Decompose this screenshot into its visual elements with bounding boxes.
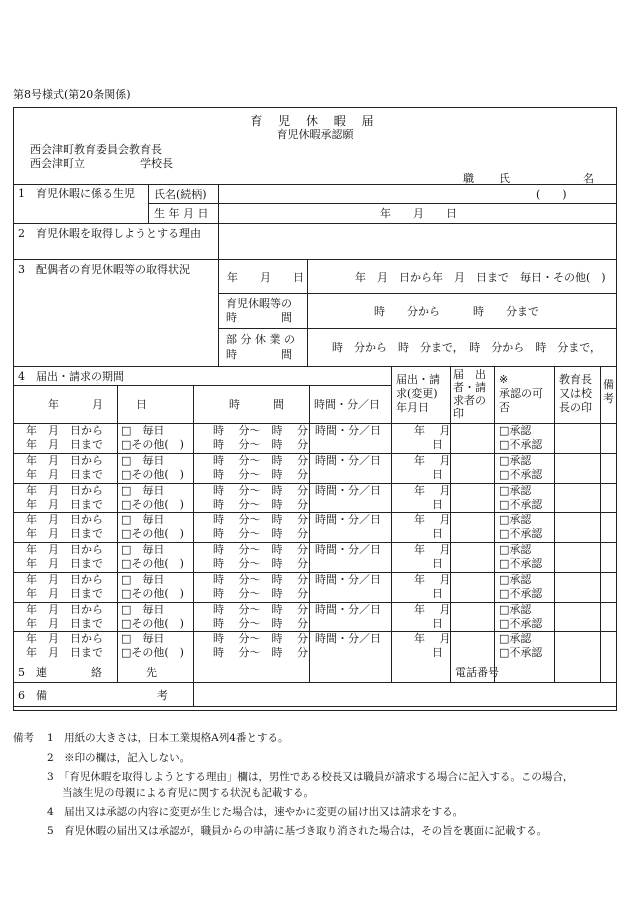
- row-time-1[interactable]: 時 分～ 時 分: [213, 632, 308, 645]
- form-label: 第8号様式(第20条関係): [13, 88, 131, 101]
- child-name-label: 氏名(続柄): [154, 188, 207, 201]
- row-rejected-checkbox[interactable]: □不承認: [499, 646, 543, 659]
- row-daily-checkbox[interactable]: □ 毎日: [121, 573, 165, 586]
- form-title: 育 児 休 暇 届: [250, 114, 380, 128]
- applicant-position-label[interactable]: 職: [463, 172, 474, 185]
- row-end-date[interactable]: 年 月 日まで: [26, 438, 103, 451]
- row-time-1[interactable]: 時 分～ 時 分: [213, 454, 308, 467]
- row-request-day[interactable]: 日: [432, 438, 443, 451]
- row-rejected-checkbox[interactable]: □不承認: [499, 498, 543, 511]
- divider: [218, 293, 616, 294]
- row-other-checkbox[interactable]: □その他( ): [121, 646, 184, 659]
- note-3-cont: 当該生児の母親による育児に関する状況も記載する。: [62, 787, 314, 799]
- applicant-name-label-1[interactable]: 氏: [499, 172, 510, 185]
- row-time-2[interactable]: 時 分～ 時 分: [213, 527, 308, 540]
- divider: [13, 223, 616, 224]
- row-time-1[interactable]: 時 分～ 時 分: [213, 573, 308, 586]
- row-rejected-checkbox[interactable]: □不承認: [499, 587, 543, 600]
- row-approved-checkbox[interactable]: □承認: [499, 603, 532, 616]
- col-date-header: 年 月 日: [48, 398, 147, 411]
- col-remarks-header-1: 備: [603, 378, 614, 391]
- spouse-leave-field[interactable]: 時 分から 時 分まで: [374, 305, 539, 318]
- row-other-checkbox[interactable]: □その他( ): [121, 527, 184, 540]
- row-approved-checkbox[interactable]: □承認: [499, 632, 532, 645]
- row-start-date[interactable]: 年 月 日から: [26, 632, 103, 645]
- row-approved-checkbox[interactable]: □承認: [499, 513, 532, 526]
- row-hours-per-day[interactable]: 時間・分／日: [315, 454, 381, 467]
- row-request-date[interactable]: 年 月: [414, 484, 451, 497]
- child-dob-field[interactable]: 年 月 日: [380, 207, 457, 220]
- divider: [193, 385, 194, 706]
- row-other-checkbox[interactable]: □その他( ): [121, 438, 184, 451]
- col-principal-header-3: 長の印: [559, 401, 592, 414]
- col-approval-header-3: 否: [499, 401, 510, 414]
- addressee-school: 西会津町立 学校長: [30, 157, 173, 170]
- row-start-date[interactable]: 年 月 日から: [26, 424, 103, 437]
- sec5-label: 5 連 絡 先: [18, 666, 157, 679]
- col-request-header-2: 求(変更): [396, 387, 438, 400]
- col-principal-header-1: 教育長: [559, 373, 592, 386]
- col-time-header: 時 間: [229, 398, 284, 411]
- row-request-day[interactable]: 日: [432, 468, 443, 481]
- row-time-2[interactable]: 時 分～ 時 分: [213, 438, 308, 451]
- col-request-header-1: 届出・請: [396, 373, 440, 386]
- row-other-checkbox[interactable]: □その他( ): [121, 587, 184, 600]
- row-request-day[interactable]: 日: [432, 498, 443, 511]
- row-time-1[interactable]: 時 分～ 時 分: [213, 484, 308, 497]
- col-hours-header: 時間・分／日: [314, 398, 380, 411]
- col-approval-header-2: 承認の可: [499, 387, 543, 400]
- sec1-label: 1 育児休暇に係る生児: [18, 187, 135, 200]
- row-time-2[interactable]: 時 分～ 時 分: [213, 468, 308, 481]
- addressee-board: 西会津町教育委員会教育長: [30, 143, 162, 156]
- sec4-label: 4 届出・請求の期間: [18, 370, 124, 383]
- divider: [554, 366, 555, 682]
- row-hours-per-day[interactable]: 時間・分／日: [315, 632, 381, 645]
- sec3-label: 3 配偶者の育児休暇等の取得状況: [18, 263, 190, 276]
- row-request-day[interactable]: 日: [432, 527, 443, 540]
- row-daily-checkbox[interactable]: □ 毎日: [121, 454, 165, 467]
- row-approved-checkbox[interactable]: □承認: [499, 484, 532, 497]
- row-time-1[interactable]: 時 分～ 時 分: [213, 603, 308, 616]
- divider: [218, 259, 219, 366]
- row-daily-checkbox[interactable]: □ 毎日: [121, 484, 165, 497]
- row-rejected-checkbox[interactable]: □不承認: [499, 557, 543, 570]
- applicant-name-label-2: 名: [583, 172, 594, 185]
- row-end-date[interactable]: 年 月 日まで: [26, 498, 103, 511]
- row-hours-per-day[interactable]: 時間・分／日: [315, 513, 381, 526]
- divider: [13, 682, 616, 683]
- row-time-2[interactable]: 時 分～ 時 分: [213, 587, 308, 600]
- row-request-date[interactable]: 年 月: [414, 513, 451, 526]
- row-request-day[interactable]: 日: [432, 587, 443, 600]
- row-hours-per-day[interactable]: 時間・分／日: [315, 573, 381, 586]
- divider: [391, 366, 392, 682]
- row-daily-checkbox[interactable]: □ 毎日: [121, 603, 165, 616]
- sec6-label: 6 備 考: [18, 689, 168, 702]
- row-start-date[interactable]: 年 月 日から: [26, 603, 103, 616]
- col-approval-header-1: ※: [499, 373, 509, 386]
- row-approved-checkbox[interactable]: □承認: [499, 543, 532, 556]
- col-stamp-header-4: 印: [453, 407, 464, 420]
- col-remarks-header-2: 考: [603, 392, 614, 405]
- row-rejected-checkbox[interactable]: □不承認: [499, 617, 543, 630]
- col-stamp-header-1: 届 出: [453, 368, 486, 381]
- row-time-2[interactable]: 時 分～ 時 分: [213, 617, 308, 630]
- row-time-1[interactable]: 時 分～ 時 分: [213, 543, 308, 556]
- row-request-date[interactable]: 年 月: [414, 573, 451, 586]
- row-hours-per-day[interactable]: 時間・分／日: [315, 543, 381, 556]
- row-request-date[interactable]: 年 月: [414, 543, 451, 556]
- row-start-date[interactable]: 年 月 日から: [26, 484, 103, 497]
- col-stamp-header-2: 者・請: [453, 381, 486, 394]
- divider: [309, 385, 310, 682]
- row-request-date[interactable]: 年 月: [414, 632, 451, 645]
- row-approved-checkbox[interactable]: □承認: [499, 454, 532, 467]
- row-start-date[interactable]: 年 月 日から: [26, 513, 103, 526]
- row-hours-per-day[interactable]: 時間・分／日: [315, 484, 381, 497]
- row-request-date[interactable]: 年 月: [414, 424, 451, 437]
- note-5: 5 育児休暇の届出又は承認が，職員からの申請に基づき取り消された場合は，その旨を裏面に記載する。: [47, 825, 548, 837]
- divider: [13, 366, 616, 367]
- row-end-date[interactable]: 年 月 日まで: [26, 468, 103, 481]
- row-rejected-checkbox[interactable]: □不承認: [499, 468, 543, 481]
- row-end-date[interactable]: 年 月 日まで: [26, 557, 103, 570]
- row-end-date[interactable]: 年 月 日まで: [26, 646, 103, 659]
- row-daily-checkbox[interactable]: □ 毎日: [121, 543, 165, 556]
- row-rejected-checkbox[interactable]: □不承認: [499, 527, 543, 540]
- col-stamp-header-3: 求者の: [453, 394, 486, 407]
- row-other-checkbox[interactable]: □その他( ): [121, 498, 184, 511]
- divider: [307, 259, 308, 366]
- sec2-label: 2 育児休暇を取得しようとする理由: [18, 227, 201, 240]
- row-approved-checkbox[interactable]: □承認: [499, 424, 532, 437]
- child-name-field[interactable]: ( ): [536, 188, 567, 201]
- row-request-date[interactable]: 年 月: [414, 454, 451, 467]
- row-request-day[interactable]: 日: [432, 557, 443, 570]
- row-hours-per-day[interactable]: 時間・分／日: [315, 424, 381, 437]
- divider: [218, 223, 219, 259]
- form-subtitle: 育児休暇承認願: [276, 128, 354, 141]
- row-start-date[interactable]: 年 月 日から: [26, 454, 103, 467]
- row-rejected-checkbox[interactable]: □不承認: [499, 438, 543, 451]
- divider: [218, 328, 616, 329]
- row-end-date[interactable]: 年 月 日まで: [26, 527, 103, 540]
- row-time-2[interactable]: 時 分～ 時 分: [213, 498, 308, 511]
- row-other-checkbox[interactable]: □その他( ): [121, 557, 184, 570]
- divider: [600, 366, 601, 682]
- phone-label[interactable]: 電話番号: [455, 666, 499, 679]
- spouse-date-field[interactable]: 年 月 日: [227, 271, 304, 284]
- divider: [13, 706, 616, 707]
- child-dob-label: 生 年 月 日: [154, 207, 209, 220]
- row-time-2[interactable]: 時 分～ 時 分: [213, 646, 308, 659]
- row-daily-checkbox[interactable]: □ 毎日: [121, 632, 165, 645]
- spouse-part-label-2: 時 間: [226, 348, 292, 361]
- divider: [218, 184, 219, 223]
- spouse-leave-label-2: 時 間: [226, 311, 292, 324]
- row-time-1[interactable]: 時 分～ 時 分: [213, 513, 308, 526]
- divider: [117, 385, 118, 682]
- divider: [13, 259, 616, 260]
- row-request-date[interactable]: 年 月: [414, 603, 451, 616]
- row-time-2[interactable]: 時 分～ 時 分: [213, 557, 308, 570]
- spouse-period-field[interactable]: 年 月 日から年 月 日まで 毎日・その他( ): [355, 271, 606, 284]
- spouse-part-label-1: 部 分 休 業 の: [226, 333, 295, 346]
- row-end-date[interactable]: 年 月 日まで: [26, 617, 103, 630]
- row-hours-per-day[interactable]: 時間・分／日: [315, 603, 381, 616]
- row-time-1[interactable]: 時 分～ 時 分: [213, 424, 308, 437]
- note-2: 2 ※印の欄は，記入しない。: [47, 752, 191, 764]
- row-other-checkbox[interactable]: □その他( ): [121, 468, 184, 481]
- spouse-part-field[interactable]: 時 分から 時 分まで， 時 分から 時 分まで，: [332, 341, 602, 354]
- note-1: 1 用紙の大きさは，日本工業規格A列4番とする。: [47, 732, 289, 744]
- row-request-day[interactable]: 日: [432, 617, 443, 630]
- row-daily-checkbox[interactable]: □ 毎日: [121, 513, 165, 526]
- divider: [13, 385, 391, 386]
- divider: [13, 184, 616, 185]
- note-3: 3 「育児休暇を取得しようとする理由」欄は，男性である校長又は職員が請求する場合に記入する。この場合，: [47, 771, 574, 783]
- row-start-date[interactable]: 年 月 日から: [26, 573, 103, 586]
- row-approved-checkbox[interactable]: □承認: [499, 573, 532, 586]
- col-request-header-3: 年月日: [396, 401, 429, 414]
- notes-heading: 備考: [13, 732, 34, 744]
- row-request-day[interactable]: 日: [432, 646, 443, 659]
- row-daily-checkbox[interactable]: □ 毎日: [121, 424, 165, 437]
- note-4: 4 届出又は承認の内容に変更が生じた場合は，速やかに変更の届け出又は請求をする。: [47, 806, 464, 818]
- divider: [494, 366, 495, 682]
- row-other-checkbox[interactable]: □その他( ): [121, 617, 184, 630]
- divider: [148, 184, 149, 223]
- row-end-date[interactable]: 年 月 日まで: [26, 587, 103, 600]
- row-start-date[interactable]: 年 月 日から: [26, 543, 103, 556]
- col-principal-header-2: 又は校: [559, 387, 592, 400]
- spouse-leave-label-1: 育児休暇等の: [226, 297, 292, 310]
